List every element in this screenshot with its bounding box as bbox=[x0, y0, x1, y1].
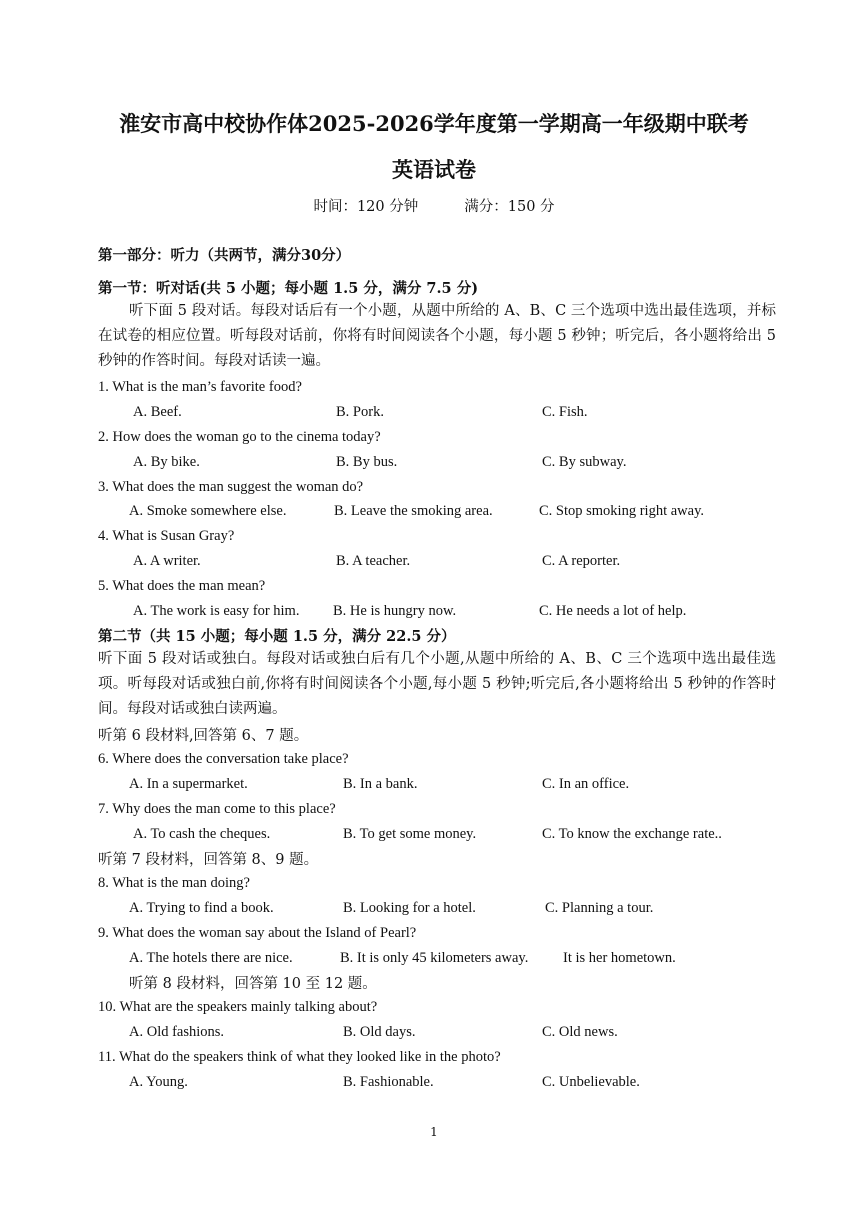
q6-option-b: B. In a bank. bbox=[343, 776, 418, 792]
q2-option-b: B. By bus. bbox=[336, 454, 398, 470]
part1-heading: 第一部分：听力（共两节，满分30分） bbox=[98, 247, 351, 264]
q7-option-a: A. To cash the cheques. bbox=[133, 826, 271, 842]
q7-option-b: B. To get some money. bbox=[343, 826, 477, 842]
q3-option-c: C. Stop smoking right away. bbox=[539, 503, 705, 519]
q3-option-b: B. Leave the smoking area. bbox=[334, 503, 493, 519]
q9-option-b: B. It is only 45 kilometers away. bbox=[340, 950, 529, 966]
q11-option-b: B. Fashionable. bbox=[343, 1074, 434, 1090]
q4-option-c: C. A reporter. bbox=[542, 553, 621, 569]
material7-instruction: 听第 7 段材料，回答第 8、9 题。 bbox=[98, 852, 319, 868]
q5-option-c: C. He needs a lot of help. bbox=[539, 603, 687, 619]
q8-option-b: B. Looking for a hotel. bbox=[343, 900, 476, 916]
q1-option-c: C. Fish. bbox=[542, 404, 588, 420]
section1-heading: 第一节：听对话(共 5 小题；每小题 1.5 分，满分 7.5 分) bbox=[98, 280, 479, 297]
question-3: 3. What does the man suggest the woman do? bbox=[98, 479, 364, 495]
q3-option-a: A. Smoke somewhere else. bbox=[129, 503, 287, 519]
q5-option-b: B. He is hungry now. bbox=[333, 603, 457, 619]
material8-instruction: 听第 8 段材料，回答第 10 至 12 题。 bbox=[129, 976, 377, 992]
question-2: 2. How does the woman go to the cinema today? bbox=[98, 429, 381, 445]
q4-option-b: B. A teacher. bbox=[336, 553, 411, 569]
q11-option-c: C. Unbelievable. bbox=[542, 1074, 640, 1090]
exam-subtitle: 英语试卷 bbox=[392, 157, 476, 182]
q6-option-c: C. In an office. bbox=[542, 776, 630, 792]
q2-option-c: C. By subway. bbox=[542, 454, 627, 470]
q1-option-b: B. Pork. bbox=[336, 404, 384, 420]
section2-heading: 第二节（共 15 小题；每小题 1.5 分，满分 22.5 分） bbox=[98, 628, 456, 645]
question-8: 8. What is the man doing? bbox=[98, 875, 250, 891]
q9-option-c: It is her hometown. bbox=[563, 950, 676, 966]
question-1: 1. What is the man’s favorite food? bbox=[98, 379, 302, 395]
q11-option-a: A. Young. bbox=[129, 1074, 188, 1090]
exam-meta bbox=[0, 195, 868, 216]
question-6: 6. Where does the conversation take place? bbox=[98, 751, 349, 767]
time-info: 时间：120 分钟 bbox=[313, 199, 419, 215]
question-9: 9. What does the woman say about the Island of Pearl? bbox=[98, 925, 417, 941]
q4-option-a: A. A writer. bbox=[133, 553, 201, 569]
score-info: 满分：150 分 bbox=[464, 199, 555, 215]
q8-option-c: C. Planning a tour. bbox=[545, 900, 654, 916]
section2-instruction: 听下面 5 段对话或独白。每段对话或独白后有几个小题,从题中所给的 A、B、C 三个选项中选出最佳选项。听每段对话或独白前,你将有时间阅读各个小题,每小题 5 秒钟;听完后,各小题将给出 5 秒钟的作答时间。每段对话或独白读两遍。 bbox=[98, 651, 776, 717]
q10-option-a: A. Old fashions. bbox=[129, 1024, 225, 1040]
q10-option-c: C. Old news. bbox=[542, 1024, 618, 1040]
q6-option-a: A. In a supermarket. bbox=[129, 776, 248, 792]
section1-instruction: 听下面 5 段对话。每段对话后有一个小题，从题中所给的 A、B、C 三个选项中选出最佳选项，并标在试卷的相应位置。听每段对话前，你将有时间阅读各个小题，每小题 5 秒钟；听完后，各小题将给出 5 秒钟的作答时间。每段对话读一遍。 bbox=[98, 303, 776, 369]
exam-title: 淮安市高中校协作体2025-2026学年度第一学期高一年级期中联考 bbox=[119, 111, 749, 136]
q1-option-a: A. Beef. bbox=[133, 404, 182, 420]
question-7: 7. Why does the man come to this place? bbox=[98, 801, 336, 817]
q9-option-a: A. The hotels there are nice. bbox=[129, 950, 293, 966]
question-4: 4. What is Susan Gray? bbox=[98, 528, 235, 544]
q2-option-a: A. By bike. bbox=[133, 454, 200, 470]
q5-option-a: A. The work is easy for him. bbox=[133, 603, 300, 619]
question-11: 11. What do the speakers think of what they looked like in the photo? bbox=[98, 1049, 501, 1065]
material6-instruction: 听第 6 段材料,回答第 6、7 题。 bbox=[98, 728, 309, 744]
q8-option-a: A. Trying to find a book. bbox=[129, 900, 274, 916]
page-number: 1 bbox=[430, 1125, 438, 1139]
question-5: 5. What does the man mean? bbox=[98, 578, 266, 594]
q7-option-c: C. To know the exchange rate.. bbox=[542, 826, 722, 842]
question-10: 10. What are the speakers mainly talking about? bbox=[98, 999, 378, 1015]
q10-option-b: B. Old days. bbox=[343, 1024, 416, 1040]
